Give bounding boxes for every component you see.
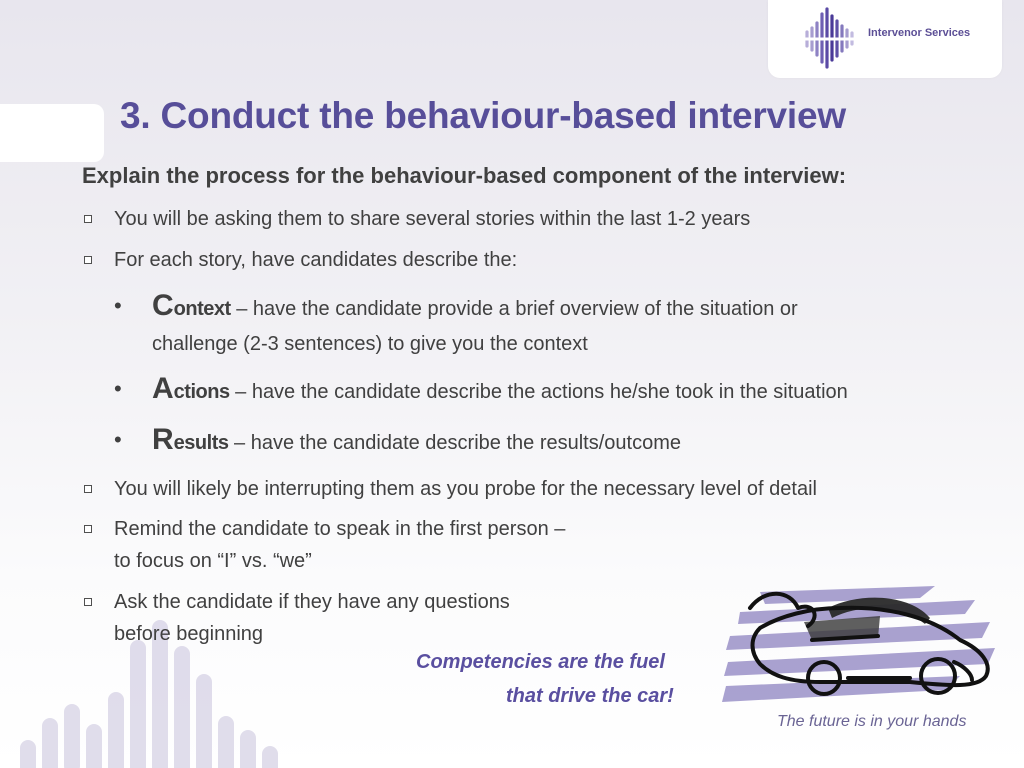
context-text: – have the candidate provide a brief overview of the situation or	[230, 298, 798, 320]
bullet-results	[152, 424, 681, 459]
slide-title: 3. Conduct the behaviour-based interview	[120, 95, 846, 136]
actions-text: – have the candidate describe the actions he/she took in the situation	[229, 381, 848, 403]
square-bullet-icon	[84, 525, 92, 533]
round-bullet-icon: •	[114, 427, 122, 452]
results-text: – have the candidate describe the results/outcome	[228, 432, 681, 454]
results-word: esults	[173, 432, 229, 454]
bullet-questions-line2: before beginning	[114, 623, 264, 645]
square-bullet-icon	[84, 598, 92, 606]
slide-subtitle: Explain the process for the behaviour-based component of the interview:	[82, 163, 847, 188]
actions-word: ctions	[173, 381, 230, 403]
round-bullet-icon: •	[114, 376, 122, 401]
logo-panel	[768, 0, 1002, 78]
actions-initial: A	[152, 372, 174, 405]
quote-line2: that drive the car!	[506, 685, 674, 707]
bullet-first-person: Remind the candidate to speak in the first person –	[114, 518, 566, 540]
logo-mark-icon	[804, 6, 862, 70]
context-initial: C	[152, 289, 174, 322]
bullet-questions: Ask the candidate if they have any questions	[114, 591, 510, 613]
tagline: The future is in your hands	[777, 713, 967, 730]
bullet-first-person-line2: to focus on “I” vs. “we”	[114, 550, 312, 572]
round-bullet-icon: •	[114, 293, 122, 318]
bullet-interrupting: You will likely be interrupting them as you probe for the necessary level of detail	[114, 478, 817, 500]
bullet-actions	[152, 373, 848, 408]
square-bullet-icon	[84, 485, 92, 493]
bullet-each-story: For each story, have candidates describe the:	[114, 249, 518, 271]
bullet-stories: You will be asking them to share several stories within the last 1-2 years	[114, 208, 751, 230]
square-bullet-icon	[84, 215, 92, 223]
title-tab-decoration	[0, 104, 104, 162]
logo-text: Intervenor Services	[868, 27, 971, 39]
quote-line1: Competencies are the fuel	[416, 651, 665, 673]
context-word: ontext	[173, 298, 231, 320]
bullet-context	[152, 290, 798, 325]
car-illustration	[720, 578, 1005, 713]
results-initial: R	[152, 423, 174, 456]
square-bullet-icon	[84, 256, 92, 264]
context-text-line2: challenge (2-3 sentences) to give you the context	[152, 333, 588, 355]
